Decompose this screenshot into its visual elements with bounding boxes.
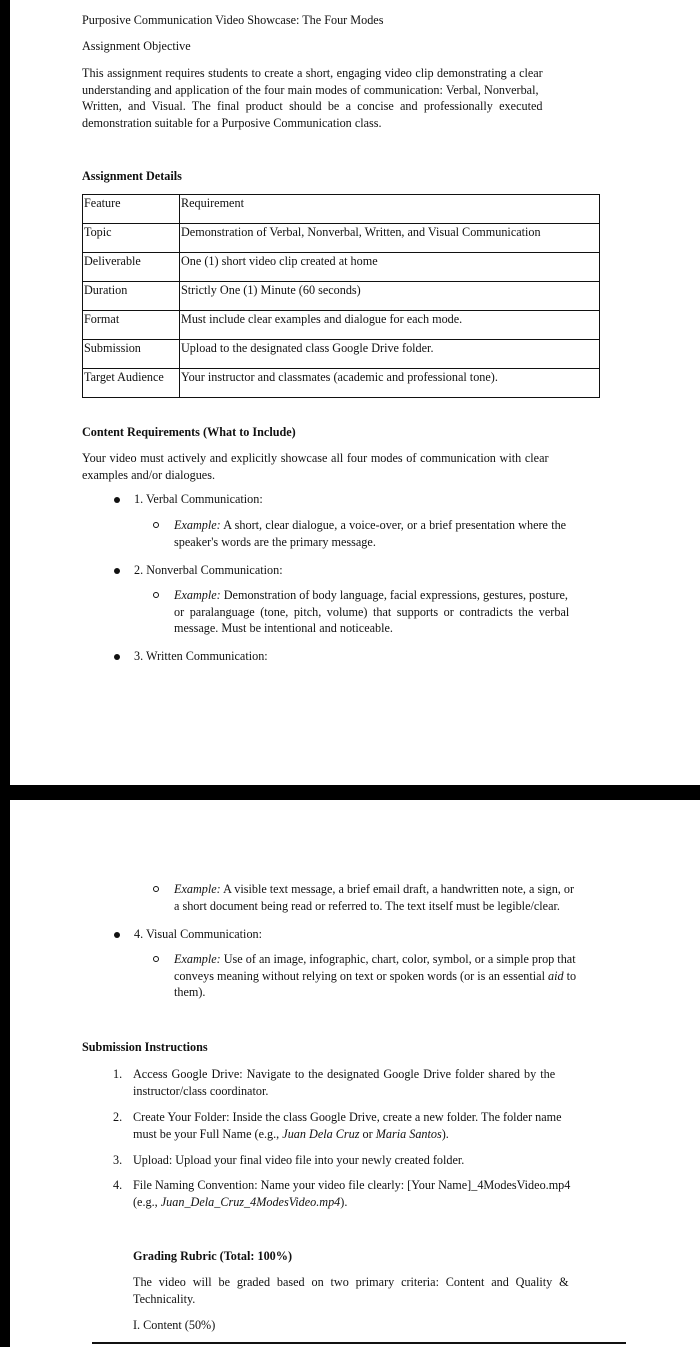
sub-bullet-icon [153, 886, 159, 892]
step-line: Create Your Folder: Inside the class Google Drive, create a new folder. The folder name [133, 1110, 562, 1124]
example-line: Example: A short, clear dialogue, a voice-over, or a brief presentation where the [174, 518, 567, 532]
step-line: File Naming Convention: Name your video file clearly: [Your Name]_4ModesVideo.mp4 [133, 1178, 571, 1192]
bullet-icon [114, 654, 120, 660]
step-number: 4. [113, 1178, 123, 1192]
table-row [83, 253, 600, 282]
step-line: (e.g., Juan_Dela_Cruz_4ModesVideo.mp4). [133, 1194, 348, 1209]
example-line: message. Must be intentional and noticeable. [174, 621, 393, 635]
content-intro-line: examples and/or dialogues. [82, 467, 216, 482]
rubric-heading: Grading Rubric (Total: 100%) [133, 1249, 293, 1263]
table-cell: Strictly One (1) Minute (60 seconds) [180, 282, 600, 311]
example-line: or paralanguage (tone, pitch, volume) that supports or contradicts the verbal [174, 604, 570, 619]
step-line: instructor/class coordinator. [133, 1083, 269, 1098]
step-line: must be your Full Name (e.g., Juan Dela Cruz or Maria Santos). [133, 1126, 449, 1141]
mode-label: 1. Verbal Communication: [134, 492, 263, 506]
example-line: Example: A visible text message, a brief email draft, a handwritten note, a sign, or [174, 882, 575, 896]
rubric-table-top-border [92, 1342, 626, 1344]
objective-line: understanding and application of the four main modes of communication: Verbal, Nonverbal, [82, 82, 539, 97]
table-cell: Topic [83, 224, 180, 253]
table-header-row [83, 195, 600, 224]
table-row [83, 369, 600, 398]
content-intro-line: Your video must actively and explicitly showcase all four modes of communication with clear [82, 451, 549, 465]
objective-line: This assignment requires students to create a short, engaging video clip demonstrating a clear [82, 66, 543, 80]
objective-line: demonstration suitable for a Purposive Communication class. [82, 115, 382, 130]
table-cell: Feature [83, 195, 180, 224]
table-row [83, 311, 600, 340]
document-title: Purposive Communication Video Showcase: The Four Modes [82, 13, 384, 27]
example-line: conveys meaning without relying on text or spoken words (or is an essential aid to [174, 968, 577, 983]
left-page-edge [0, 800, 10, 1347]
table-cell: Format [83, 311, 180, 340]
content-heading: Content Requirements (What to Include) [82, 425, 296, 439]
bullet-icon [114, 568, 120, 574]
step-line: Upload: Upload your final video file into your newly created folder. [133, 1153, 465, 1167]
table-row [83, 224, 600, 253]
table-cell: Deliverable [83, 253, 180, 282]
table-cell: Requirement [180, 195, 600, 224]
step-number: 2. [113, 1110, 123, 1124]
table-cell: Demonstration of Verbal, Nonverbal, Written, and Visual Communication [180, 224, 600, 253]
left-page-edge [0, 0, 10, 785]
sub-bullet-icon [153, 956, 159, 962]
mode-label: 2. Nonverbal Communication: [134, 563, 283, 577]
table-row [83, 282, 600, 311]
sub-bullet-icon [153, 592, 159, 598]
assignment-details-table [82, 194, 600, 398]
example-line: Example: Use of an image, infographic, chart, color, symbol, or a simple prop that [174, 952, 576, 966]
table-cell: One (1) short video clip created at home [180, 253, 600, 282]
step-number: 1. [113, 1067, 123, 1081]
mode-label: 3. Written Communication: [134, 649, 268, 663]
example-line: speaker's words are the primary message. [174, 534, 376, 549]
submission-heading: Submission Instructions [82, 1040, 208, 1054]
mode-label: 4. Visual Communication: [134, 927, 263, 941]
step-line: Access Google Drive: Navigate to the designated Google Drive folder shared by the [133, 1067, 556, 1081]
table-row [83, 340, 600, 369]
table-cell: Must include clear examples and dialogue for each mode. [180, 311, 600, 340]
example-line: a short document being read or referred to. The text itself must be legible/clear. [174, 898, 560, 913]
table-cell: Upload to the designated class Google Drive folder. [180, 340, 600, 369]
table-cell: Target Audience [83, 369, 180, 398]
details-heading: Assignment Details [82, 169, 182, 183]
step-number: 3. [113, 1153, 123, 1167]
sub-bullet-icon [153, 522, 159, 528]
objective-heading: Assignment Objective [82, 39, 191, 53]
bullet-icon [114, 497, 120, 503]
page-break-bar [0, 785, 700, 800]
table-cell: Duration [83, 282, 180, 311]
table-cell: Your instructor and classmates (academic and professional tone). [180, 369, 600, 398]
example-line: them). [174, 985, 206, 999]
rubric-section-title: I. Content (50%) [133, 1318, 216, 1332]
rubric-line: Technicality. [133, 1291, 196, 1306]
rubric-line: The video will be graded based on two primary criteria: Content and Quality & [133, 1275, 569, 1289]
example-line: Example: Demonstration of body language, facial expressions, gestures, posture, [174, 588, 568, 602]
objective-line: Written, and Visual. The final product should be a concise and professionally executed [82, 99, 543, 113]
table-cell: Submission [83, 340, 180, 369]
bullet-icon [114, 932, 120, 938]
